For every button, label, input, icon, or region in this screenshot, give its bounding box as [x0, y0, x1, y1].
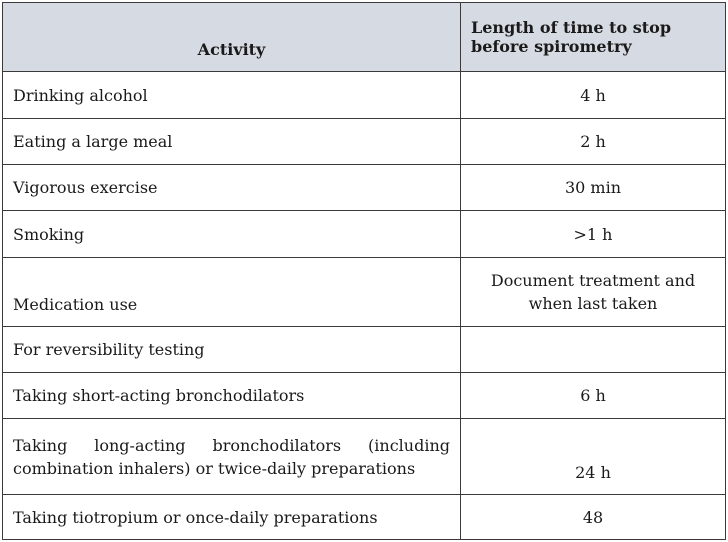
- row-activity: Vigorous exercise: [3, 165, 461, 211]
- table-row: [3, 258, 726, 327]
- row-length: Document treatment and when last taken: [461, 258, 726, 327]
- row-length: >1 h: [461, 211, 726, 258]
- row-activity: Medication use: [3, 258, 461, 327]
- row-length: [461, 327, 726, 373]
- row-length: 6 h: [461, 373, 726, 419]
- row-activity: For reversibility testing: [3, 327, 461, 373]
- row-activity: Taking tiotropium or once-daily preparations: [3, 495, 461, 540]
- row-length: 4 h: [461, 72, 726, 119]
- table-row: [3, 211, 726, 258]
- table-row: [3, 72, 726, 119]
- table-header-row: [3, 3, 726, 72]
- row-activity: Smoking: [3, 211, 461, 258]
- spirometry-preparation-table: [2, 2, 726, 540]
- row-length: 48: [461, 495, 726, 540]
- table-row: [3, 327, 726, 373]
- row-length: 30 min: [461, 165, 726, 211]
- header-length-of-time: Length of time to stop before spirometry: [461, 3, 726, 72]
- row-length: 2 h: [461, 119, 726, 165]
- row-activity: Eating a large meal: [3, 119, 461, 165]
- header-activity: Activity: [3, 3, 461, 72]
- row-activity: Drinking alcohol: [3, 72, 461, 119]
- table-row: [3, 373, 726, 419]
- table-row: [3, 165, 726, 211]
- table-row: [3, 495, 726, 540]
- table-row: [3, 119, 726, 165]
- row-activity: Taking short-acting bronchodilators: [3, 373, 461, 419]
- row-activity: Taking long-acting bronchodilators (including combination inhalers) or twice-daily preparations: [3, 419, 461, 495]
- table-row: [3, 419, 726, 495]
- row-length: 24 h: [461, 419, 726, 495]
